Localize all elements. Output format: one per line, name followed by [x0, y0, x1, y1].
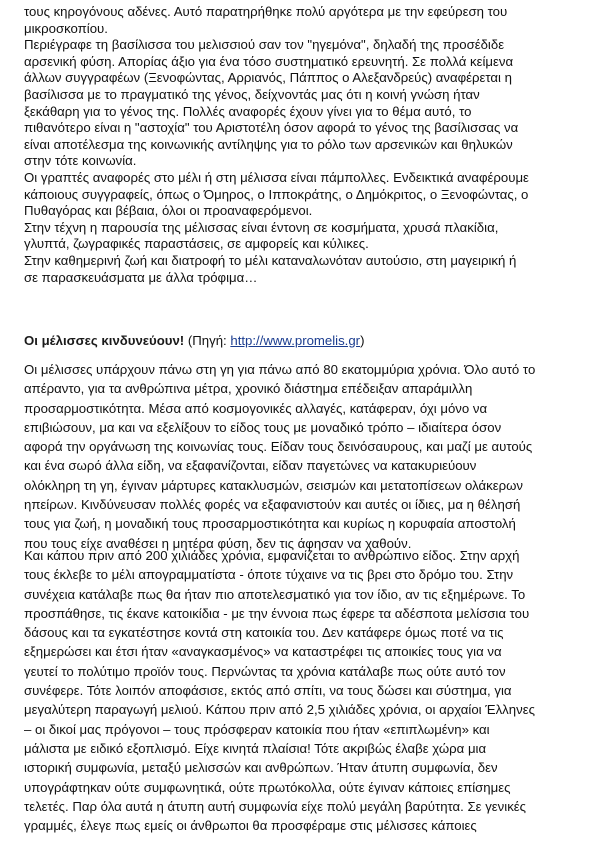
- heading-title: Οι μέλισσες κινδυνεύουν!: [24, 333, 185, 348]
- text-line: γλυπτά, ζωγραφικές παραστάσεις, σε αμφορείς και κύλικες.: [24, 236, 369, 252]
- text-line: προσπάθησε, τις έκανε κατοικίδια - με την έννοια πως έφερε τα αδέσποτα μελίσσια του: [24, 605, 530, 621]
- text-line: βασίλισσα με το πραγματικό της γένος, δείχνοντάς μας ότι η κοινή γνώση ήταν: [24, 86, 480, 102]
- paragraph-bees-history: [24, 360, 535, 553]
- text-line: τους έκλεβε το μέλι απογραμματίστα - όποτε τύχαινε να τις βρει στο δρόμο του. Στην: [24, 567, 514, 583]
- text-line: ολόκληρη τη γη, έγιναν μάρτυρες κατακλυσμών, σεισμών και μετατοπίσεων ολάκερων: [24, 477, 524, 493]
- text-line: γευτεί το πολύτιμο προϊόν τους. Περνώντας τα χρόνια κατάλαβε πως ούτε αυτό τον: [24, 663, 506, 679]
- source-suffix: ): [360, 333, 365, 348]
- text-line: ηπείρων. Κινδύνευσαν πολλές φορές να εξαφανιστούν και αυτές οι ίδιες, μα η θέλησή: [24, 497, 521, 513]
- text-line: Οι γραπτές αναφορές στο μέλι ή στη μέλισσα είναι πάμπολλες. Ενδεικτικά αναφέρουμε: [24, 169, 529, 185]
- text-line: αρσενική φύση. Απορίας άξιο για ένα τόσο συστηματικό ερευνητή. Σε πολλά κείμενα: [24, 53, 514, 69]
- paragraph-human-bees: [24, 546, 535, 835]
- text-line: τους κηρογόνους αδένες. Αυτό παρατηρήθηκε πολύ αργότερα με την εφεύρεση του: [24, 4, 508, 19]
- text-line: και ένα σωρό άλλα είδη, να εξαφανίζονται, είδαν παγετώνες να κατακυριεύουν: [24, 458, 477, 474]
- text-line: – οι δικοί μας πρόγονοι – τους πρόσφεραν κατοικία που ήταν «επιπλωμένη» και: [24, 721, 490, 737]
- text-line: τελετές. Παρ όλα αυτά η άτυπη αυτή συμφωνία είχε πολύ μεγάλη βαρύτητα. Σε γενικές: [24, 798, 527, 814]
- text-line: επιβιώσουν, μα και να εξελίξουν το είδος τους με μοναδικό τρόπο – ιδιαίτερα όσον: [24, 419, 502, 435]
- text-line: Στην τέχνη η παρουσία της μέλισσας είναι έντονη σε κοσμήματα, χρυσά πλακίδια,: [24, 219, 499, 235]
- text-line: μεγαλύτερη παραγωγή μελιού. Κάπου πριν από 2,5 χιλιάδες χρόνια, οι αρχαίοι Έλληνες: [24, 702, 535, 718]
- text-line: που τους είχε αναθέσει η μητέρα φύση, δεν τις άφησαν να χαθούν.: [24, 535, 412, 551]
- text-line: απέραντο, για τα ανθρώπινα μέτρα, χρονικό διάστημα επέδειξαν απαράμιλλη: [24, 381, 473, 397]
- text-line: Οι μέλισσες υπάρχουν πάνω στη γη για πάνω από 80 εκατομμύρια χρόνια. Όλο αυτό το: [24, 362, 536, 377]
- text-line: συνέχεια κατάλαβε πως θα ήταν πιο αποτελεσματικό για τον ίδιο, αν τις εξημέρωνε. Το: [24, 586, 526, 602]
- text-line: κάποιους συγγραφείς, όπως ο Όμηρος, ο Ιπποκράτης, ο Δημόκριτος, ο Ξενοφώντας, ο: [24, 186, 529, 202]
- text-line: Πυθαγόρας και βέβαια, όλοι οι προαναφερόμενοι.: [24, 203, 313, 219]
- text-line: Περιέγραφε τη βασίλισσα του μελισσιού σαν τον "ηγεμόνα", δηλαδή της προσέδιδε: [24, 37, 505, 53]
- text-line: σε παρασκευάσματα με άλλα τρόφιμα…: [24, 269, 258, 285]
- text-line: δάσους και τα εγκατέστησε κοντά στη κατοικία του. Δεν κατάφερε όμως ποτέ να τις: [24, 625, 504, 641]
- section-heading: [24, 333, 584, 349]
- text-line: άλλων συγγραφέων (Ξενοφώντας, Αρριανός, Πάππος ο Αλεξανδρεύς) αναφέρεται η: [24, 70, 512, 86]
- text-line: ιστορική συμφωνία, μεταξύ μελισσών και ανθρώπων. Ήταν άτυπη συμφωνία, δεν: [24, 760, 498, 776]
- paragraph-history: [24, 4, 529, 286]
- text-line: αφορά την οργάνωση της κοινωνίας τους. Είδαν τους δεινόσαυρους, και μαζί με αυτούς: [24, 439, 533, 455]
- text-line: είναι αποτέλεσμα της κοινωνικής αντίληψης για το ρόλο των αρσενικών και θηλυκών: [24, 136, 513, 152]
- text-line: ξεκάθαρη για το γένος της. Πολλές αναφορές έχουν γίνει για το θέμα αυτό, το: [24, 103, 472, 119]
- text-line: εξημερώσει και έτσι ήταν «αναγκασμένος» να καταστρέφει τις αποικίες τους για να: [24, 644, 502, 660]
- text-line: γραμμές, έλεγε πως εμείς οι άνθρωποι θα προσφέραμε στις μέλισσες κάποιες: [24, 818, 477, 834]
- text-line: στην τότε κοινωνία.: [24, 153, 137, 169]
- text-line: Και κάπου πριν από 200 χιλιάδες χρόνια, εμφανίζεται το ανθρώπινο είδος. Στην αρχή: [24, 548, 520, 563]
- source-link[interactable]: http://www.promelis.gr: [230, 333, 361, 348]
- text-line: Στην καθημερινή ζωή και διατροφή το μέλι καταναλωνόταν αυτούσιο, στη μαγειρική ή: [24, 252, 517, 268]
- text-line: πιθανότερο είναι η "αστοχία" του Αριστοτέλη όσον αφορά το γένος της βασίλισσας να: [24, 120, 519, 136]
- text-line: μάλιστα με ειδικό εξοπλισμό. Είχε κινητά πλαίσια! Τότε ακριβώς έλαβε χώρα μια: [24, 740, 487, 756]
- text-line: συνέφερε. Τότε λοιπόν αποφάσισε, εκτός από σπίτι, να τους δώσει και σύστημα, για: [24, 683, 512, 699]
- text-line: προσαρμοστικότητα. Μέσα από κοσμογονικές αλλαγές, κατάφεραν, όχι μόνο να: [24, 400, 488, 416]
- text-line: μικροσκοπίου.: [24, 20, 108, 36]
- text-line: τους για ζωή, η μοναδική τους προσαρμοστικότητα και κυρίως η κορυφαία αποστολή: [24, 516, 516, 532]
- text-line: υπογράφτηκαν ούτε συμφωνητικά, ούτε πρωτόκολλα, ούτε έγιναν κάποιες επίσημες: [24, 779, 511, 795]
- source-prefix: (Πηγή:: [184, 333, 231, 348]
